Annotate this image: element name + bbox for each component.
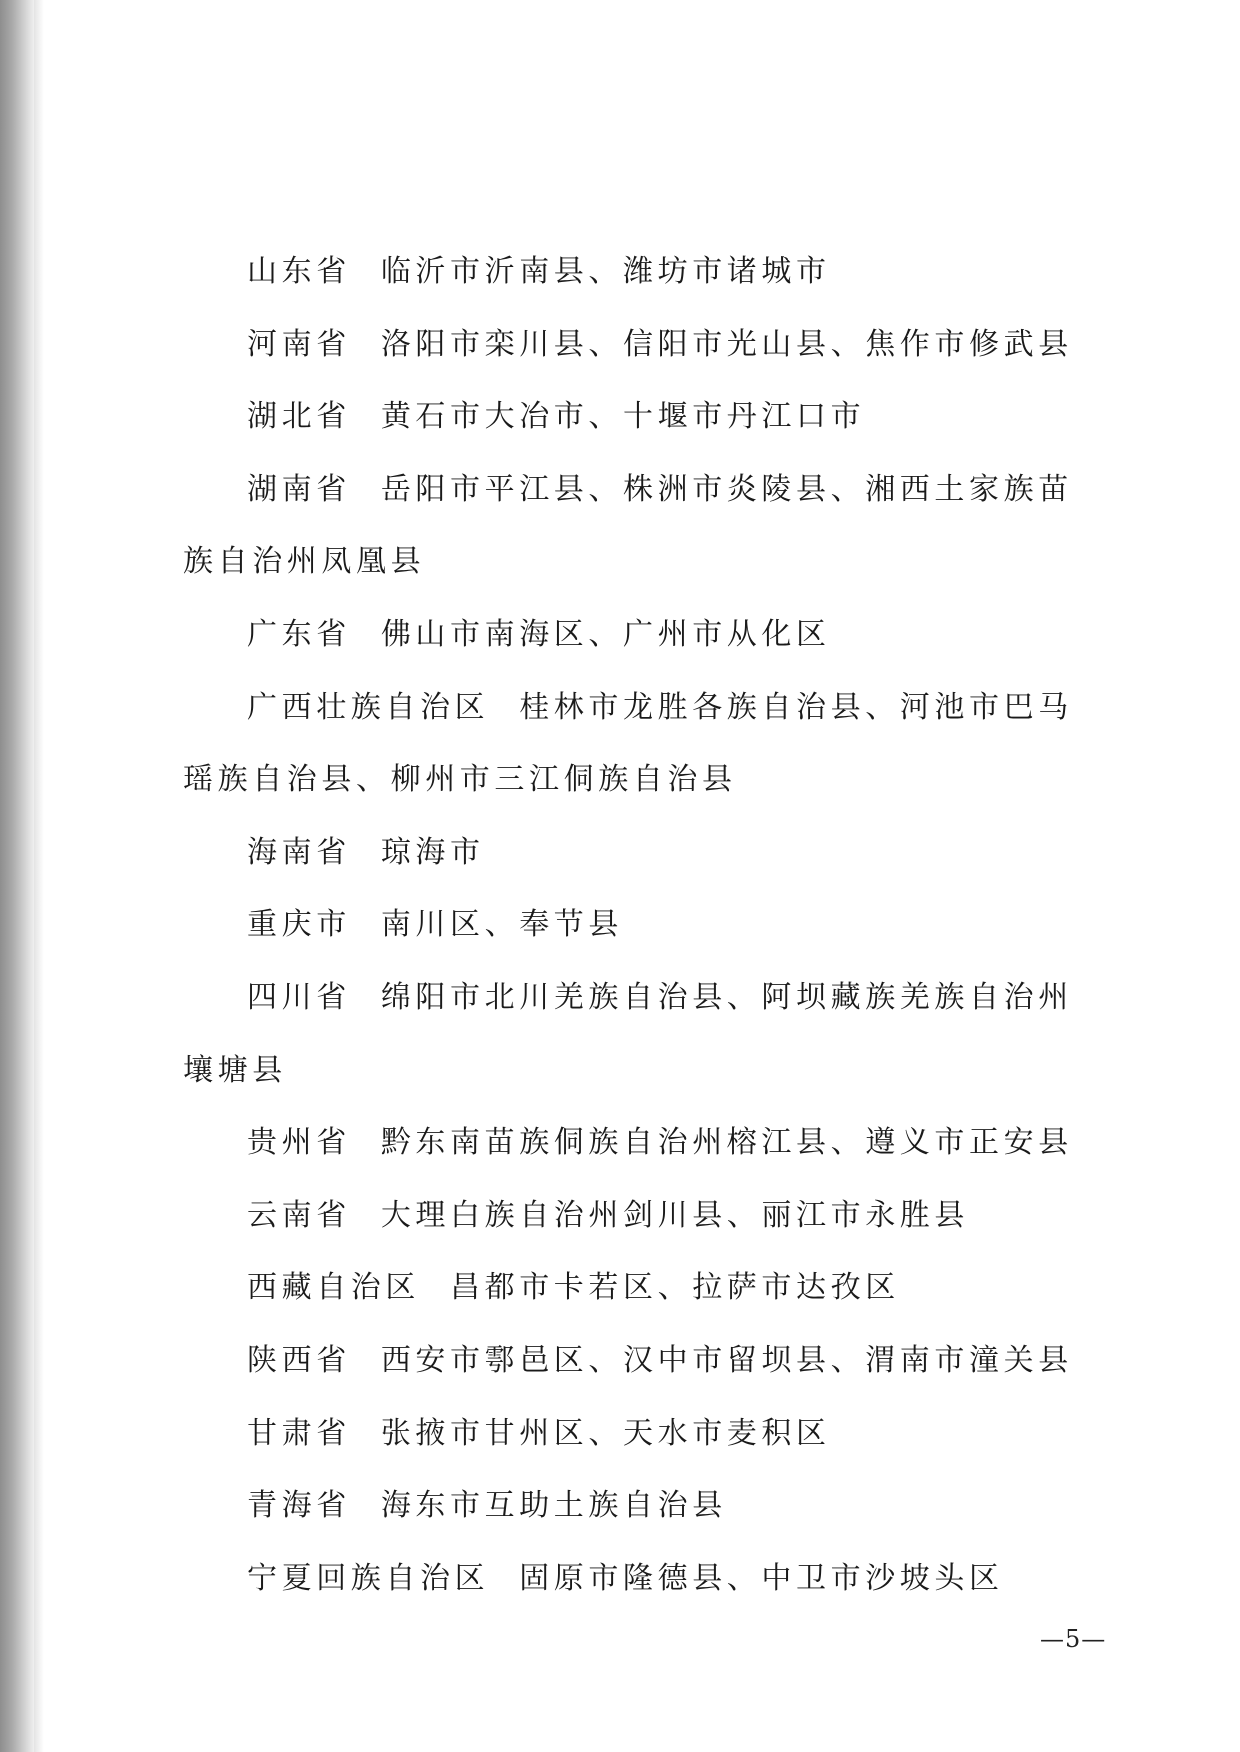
province-name: 云南省 [247,1197,351,1233]
county-list: 西安市鄠邑区、汉中市留坝县、渭南市潼关县 [380,1342,1073,1378]
list-entry [183,1107,1103,1180]
list-entry [183,1470,1103,1543]
county-list: 大理白族自治州剑川县、丽江市永胜县 [380,1197,970,1233]
county-list: 洛阳市栾川县、信阳市光山县、焦作市修武县 [380,326,1073,362]
county-list: 临沂市沂南县、潍坊市诸城市 [380,254,831,289]
list-entry [183,1543,1103,1616]
scan-binding-edge [0,0,34,1752]
county-list: 昌都市卡若区、拉萨市达孜区 [450,1270,900,1306]
province-name: 广西壮族自治区 [247,689,490,725]
province-name: 湖北省 [247,399,351,435]
list-entry [183,454,1103,599]
province-name: 四川省 [247,979,351,1015]
province-name: 贵州省 [247,1125,351,1161]
province-name: 湖南省 [247,471,351,507]
province-name: 陕西省 [247,1342,351,1378]
list-entry [183,381,1103,454]
list-entry [183,817,1103,890]
county-list: 黔东南苗族侗族自治州榕江县、遵义市正安县 [380,1125,1073,1161]
county-list: 绵阳市北川羌族自治县、阿坝藏族羌族自治州壤塘县 [183,979,1073,1088]
list-entry [183,889,1103,962]
list-entry [183,599,1103,672]
list-entry [183,1398,1103,1471]
list-entry [183,1180,1103,1253]
province-name: 青海省 [247,1488,351,1524]
list-entry [183,309,1103,382]
county-list: 桂林市龙胜各族自治县、河池市巴马瑶族自治县、柳州市三江侗族自治县 [183,689,1073,798]
county-list: 琼海市 [380,834,485,870]
county-list: 南川区、奉节县 [380,907,624,943]
province-name: 宁夏回族自治区 [247,1560,490,1596]
province-name: 广东省 [247,616,351,652]
list-entry [183,962,1103,1107]
list-entry [183,672,1103,817]
county-list: 佛山市南海区、广州市从化区 [380,616,831,652]
county-list: 黄石市大冶市、十堰市丹江口市 [380,399,866,435]
province-name: 河南省 [247,326,351,362]
county-list: 固原市隆德县、中卫市沙坡头区 [519,1560,1004,1596]
province-name: 山东省 [247,254,351,289]
province-name: 海南省 [247,834,351,870]
page-number: —5— [1040,1625,1107,1653]
province-name: 重庆市 [247,907,351,943]
scan-edge-shadow [34,0,44,1752]
province-name: 甘肃省 [247,1415,351,1451]
province-name: 西藏自治区 [247,1270,420,1306]
list-entry [183,1325,1103,1398]
list-entry [183,236,1103,309]
county-list: 海东市互助土族自治县 [380,1488,727,1524]
county-list: 张掖市甘州区、天水市麦积区 [380,1415,831,1451]
list-entry [183,1252,1103,1325]
county-list: 岳阳市平江县、株洲市炎陵县、湘西土家族苗族自治州凤凰县 [183,471,1073,580]
region-list [183,236,1103,1615]
